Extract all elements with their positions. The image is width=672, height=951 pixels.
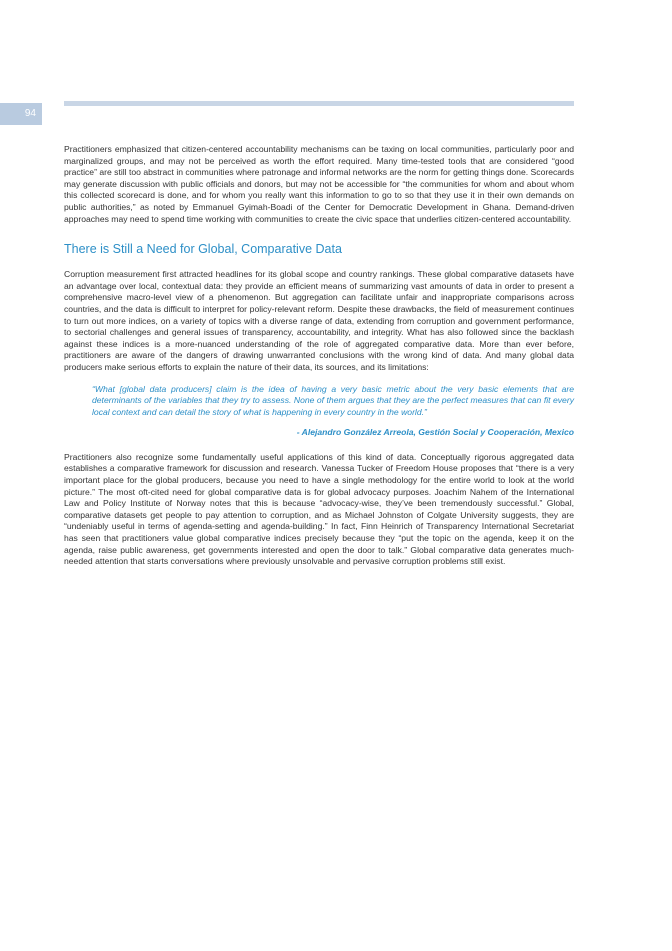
pull-quote bbox=[92, 384, 574, 439]
quote-text: “What [global data producers] claim is the idea of having a very basic metric about the very basic elements that are determinants of the variables that they try to assess. None of them argues that they are the perfect measures that can fit every local context and can detail the story of what is happening in every country in the world.” bbox=[92, 383, 574, 417]
page-number: 94 bbox=[24, 108, 36, 119]
page-number-tab bbox=[0, 103, 42, 125]
intro-paragraph: Practitioners emphasized that citizen-centered accountability mechanisms can be taxing on local communities, particularly poor and marginalized groups, and may not be perceived as worth the effort required. Many time-tested tools that are considered “good practice” are still too abstract in communities where patronage and informal networks are the norm for getting things done. Scorecards may generate discussion with public officials and donors, but may not be accessible for “the communities for whom and about whom this collected scorecard is done, and for whom you really want this information to go to so that they use it in their own demands on public authorities,” as noted by Emmanuel Gyimah-Boadi of the Center for Democratic Development in Ghana. Demand-driven approaches may need to spend time working with communities to create the civic space that underlies citizen-centered accountability. bbox=[64, 144, 574, 224]
section-heading: There is Still a Need for Global, Comparative Data bbox=[64, 242, 342, 257]
page-content bbox=[64, 144, 574, 568]
section-paragraph-2: Practitioners also recognize some fundamentally useful applications of this kind of data. Conceptually rigorous aggregated data establishes a comparative framework for discussion and research. Vanessa Tucker of Freedom House proposes that “there is a very important place for the global producers, because you need to have a single methodology for the entire world to look at the world picture.” The most oft-cited need for global comparative data is for global advocacy purposes. Joachim Nahem of the International Law and Policy Institute of Norway notes that this is because “advocacy-wise, they’ve been tremendously successful.” Global, comparative datasets get people to pay attention to corruption, and as Michael Johnston of Colgate University suggests, they are “undeniably useful in terms of agenda-setting and agenda-building.” In fact, Finn Heinrich of Transparency International Secretariat has seen that practitioners value global comparative indices precisely because they “put the topic on the agenda, keep it on the agenda, raise public awareness, get governments interested and open the door to talk.” Global comparative data generates much-needed attention that starts conversations where previously unsolvable and pervasive corruption problems still exist. bbox=[64, 451, 574, 567]
header-rule bbox=[64, 101, 574, 106]
quote-attribution: - Alejandro González Arreola, Gestión Social y Cooperación, Mexico bbox=[296, 427, 574, 438]
section-paragraph-1: Corruption measurement first attracted headlines for its global scope and country rankings. These global comparative datasets have an advantage over local, contextual data: they provide an efficient means of summarizing vast amounts of data in order to present a comprehensive macro-level view of a phenomenon. But aggregation can facilitate unfair and inappropriate comparisons across countries, and the data is difficult to interpret for policy-relevant reform. Despite these drawbacks, the field of measurement continues to turn out more indices, on a variety of topics with a diverse range of data, extending from corruption and government performance, to sectorial challenges and general issues of transparency, accountability, and integrity. What has also followed since the backlash against these indices is a more-nuanced understanding of the role of aggregated comparative data. More than ever before, practitioners are aware of the dangers of drawing unwarranted conclusions with the wrong kind of data. And many global data producers make serious efforts to explain the nature of their data, its sources, and its limitations: bbox=[64, 269, 574, 372]
